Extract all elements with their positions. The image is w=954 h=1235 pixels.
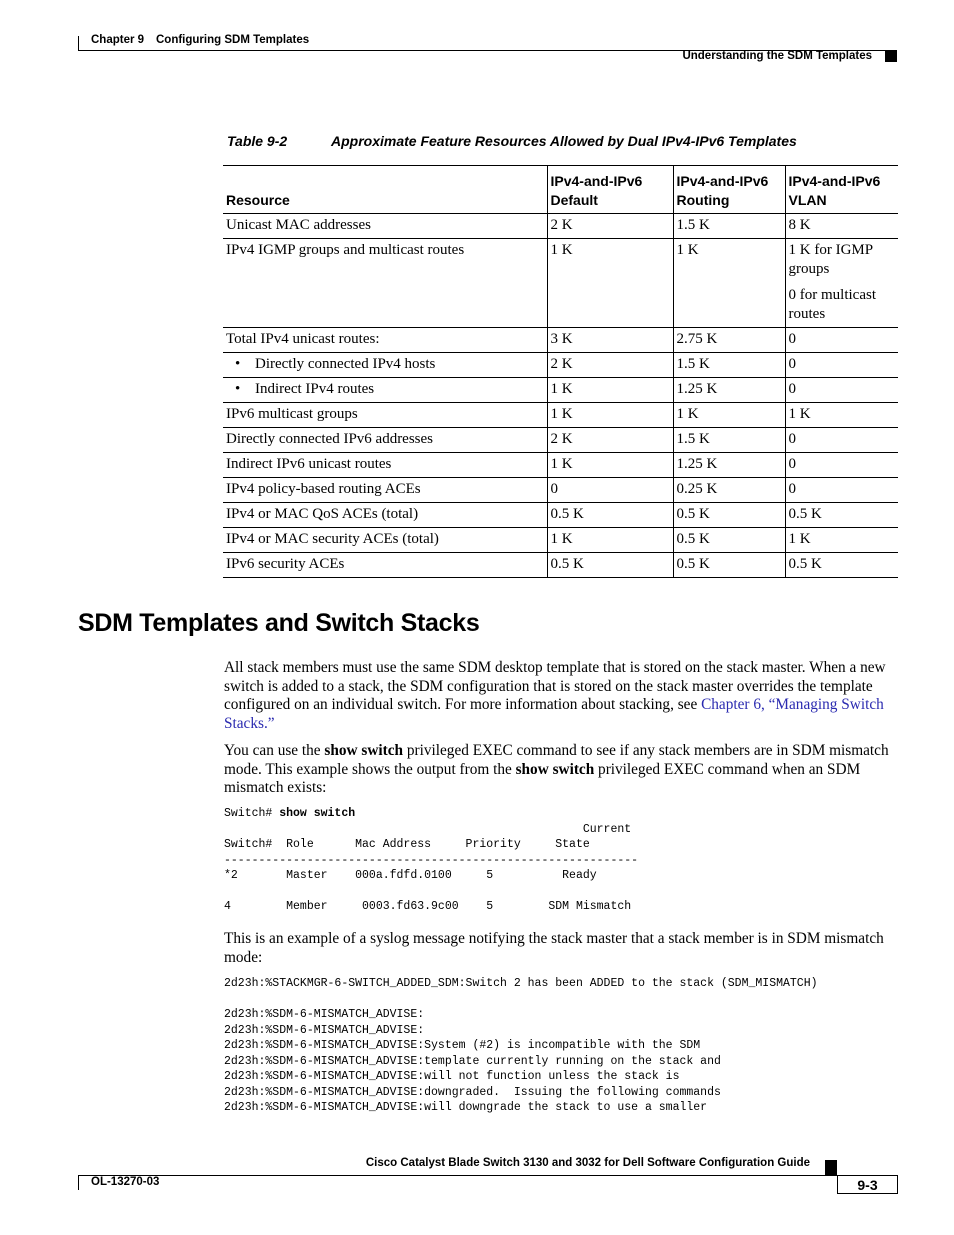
bullet-icon: • xyxy=(235,356,241,372)
footer-guide-title: Cisco Catalyst Blade Switch 3130 and 3032 for Dell Software Configuration Guide xyxy=(365,1157,810,1169)
table-row xyxy=(223,403,898,428)
footer-left-rule xyxy=(78,1175,79,1190)
table-caption-title: Approximate Feature Resources Allowed by Dual IPv4-IPv6 Templates xyxy=(331,133,797,149)
resource-cell: IPv4 or MAC QoS ACEs (total) xyxy=(223,503,547,528)
code-command: show switch xyxy=(279,807,356,820)
table-row xyxy=(223,239,898,328)
table-row xyxy=(223,503,898,528)
routing-value-cell: 0.25 K xyxy=(673,478,785,503)
column-header-routing: IPv4-and-IPv6 Routing xyxy=(673,166,785,214)
table-row xyxy=(223,378,898,403)
routing-value-cell: 1.25 K xyxy=(673,453,785,478)
syslog-example: 2d23h:%STACKMGR-6-SWITCH_ADDED_SDM:Switch 2 has been ADDED to the stack (SDM_MISMATCH) 2d23h:%SDM-6-MISMATCH_ADVISE: 2d23h:%SDM-6-MISMATCH_ADVISE: 2d23h:%SDM-6-MISMATCH_ADVISE:System (#2) is incompatible with the SDM 2d23h:%SDM-6-MISMATCH_ADVISE:template currently running on the stack and 2d23h:%SDM-6-MISMATCH_ADVISE:will not function unless the stack is 2d23h:%SDM-6-MISMATCH_ADVISE:downgraded. Issuing the following commands 2d23h:%SDM-6-MISMATCH_ADVISE:will downgrade the stack to use a smaller xyxy=(224,977,818,1114)
vlan-value-cell: 0.5 K xyxy=(785,503,898,528)
default-value-cell: 1 K xyxy=(547,239,673,328)
default-value-cell: 2 K xyxy=(547,353,673,378)
header-chapter: Chapter 9 xyxy=(91,34,145,46)
resource-cell: Total IPv4 unicast routes: xyxy=(223,328,547,353)
vlan-value-cell: 0 xyxy=(785,353,898,378)
vlan-value-cell: 1 K for IGMP groups 0 for multicast routes xyxy=(785,239,898,328)
vlan-value-cell: 0 xyxy=(785,478,898,503)
command-show-switch: show switch xyxy=(515,760,595,778)
default-value-cell: 0.5 K xyxy=(547,553,673,578)
table-caption-number: Table 9-2 xyxy=(227,133,288,149)
resource-cell: • Directly connected IPv4 hosts xyxy=(223,353,547,378)
code-prompt: Switch# xyxy=(224,807,280,820)
column-header-resource: Resource xyxy=(223,166,547,214)
bullet-icon: • xyxy=(235,381,241,397)
routing-value-cell: 1 K xyxy=(673,239,785,328)
header-marker-box xyxy=(885,50,897,62)
default-value-cell: 1 K xyxy=(547,453,673,478)
paragraph-text: All stack members must use the same SDM desktop template that is stored on the stack master. When a new switch is added to a stack, the SDM configuration that is stored on the stack master overrides the template configured on an individual switch. For more information about stacking, see xyxy=(224,659,886,714)
resource-cell: IPv6 security ACEs xyxy=(226,556,345,572)
footer-doc-number: OL-13270-03 xyxy=(91,1176,160,1188)
routing-value-cell: 1 K xyxy=(673,403,785,428)
vlan-value-cell: 8 K xyxy=(785,214,898,239)
command-show-switch: show switch xyxy=(324,742,404,759)
default-value-cell: 1 K xyxy=(547,528,673,553)
paragraph-stack-template xyxy=(224,659,900,733)
code-output: Current Switch# Role Mac Address Priority State ------------------------------------------------------------ *2 Master 000a.fdfd.0100 5 Ready 4 Member 0003.fd63.9c00 5 SDM Mismatch xyxy=(224,822,639,913)
feature-resources-table xyxy=(223,165,898,578)
table-row xyxy=(223,553,898,578)
vlan-value-cell: 0 xyxy=(785,453,898,478)
default-value-cell: 0.5 K xyxy=(547,503,673,528)
resource-cell: IPv4 IGMP groups and multicast routes xyxy=(223,239,547,328)
routing-value-cell: 1.5 K xyxy=(673,214,785,239)
resource-cell: IPv4 or MAC security ACEs (total) xyxy=(223,528,547,553)
column-header-default: IPv4-and-IPv6 Default xyxy=(547,166,673,214)
vlan-value-cell: 1 K xyxy=(785,403,898,428)
resource-cell: Unicast MAC addresses xyxy=(223,214,547,239)
table-row xyxy=(223,453,898,478)
routing-value-cell: 1.5 K xyxy=(673,353,785,378)
default-value-cell: 1 K xyxy=(547,378,673,403)
header-left-rule xyxy=(78,36,79,50)
column-header-vlan: IPv4-and-IPv6 VLAN xyxy=(785,166,898,214)
routing-value-cell: 0.5 K xyxy=(673,528,785,553)
table-row xyxy=(223,214,898,239)
routing-value-cell: 2.75 K xyxy=(673,328,785,353)
paragraph-show-switch: You can use the show switch privileged EXEC command to see if any stack members are in SDM mismatch mode. This example shows the output from the show switch privileged EXEC command when an SDM mismatch exists: xyxy=(224,742,889,797)
routing-value-cell: 1.5 K xyxy=(673,428,785,453)
default-value-cell: 2 K xyxy=(547,214,673,239)
resource-cell: IPv6 multicast groups xyxy=(223,403,547,428)
routing-value-cell: 1.25 K xyxy=(673,378,785,403)
page-number: 9-3 xyxy=(837,1175,898,1194)
section-heading: SDM Templates and Switch Stacks xyxy=(78,609,480,637)
footer-rule xyxy=(78,1175,838,1176)
resource-cell: Indirect IPv6 unicast routes xyxy=(223,453,547,478)
vlan-value-cell: 0 xyxy=(785,378,898,403)
default-value-cell: 1 K xyxy=(547,403,673,428)
table-header-row xyxy=(223,166,898,214)
footer-marker-box xyxy=(825,1160,837,1176)
resource-cell: Directly connected IPv6 addresses xyxy=(223,428,547,453)
show-switch-example xyxy=(224,806,638,915)
resource-cell: • Indirect IPv4 routes xyxy=(223,378,547,403)
paragraph-syslog-example: This is an example of a syslog message notifying the stack master that a stack member is in SDM mismatch mode: xyxy=(224,930,884,966)
table-row xyxy=(223,528,898,553)
chapter-6-link[interactable]: Chapter 6, “Managing Switch Stacks.” xyxy=(224,696,884,732)
table-row xyxy=(223,328,898,353)
table-row xyxy=(223,428,898,453)
resource-cell: IPv4 policy-based routing ACEs xyxy=(223,478,547,503)
default-value-cell: 2 K xyxy=(547,428,673,453)
default-value-cell: 3 K xyxy=(547,328,673,353)
header-chapter-title: Configuring SDM Templates xyxy=(156,34,310,46)
vlan-value-cell: 0 xyxy=(785,428,898,453)
header-section-title: Understanding the SDM Templates xyxy=(682,50,872,62)
vlan-value-cell: 0 xyxy=(785,328,898,353)
vlan-value-cell: 1 K xyxy=(785,528,898,553)
table-row xyxy=(223,478,898,503)
vlan-value-cell: 0.5 K xyxy=(785,553,898,578)
default-value-cell: 0 xyxy=(547,478,673,503)
routing-value-cell: 0.5 K xyxy=(673,503,785,528)
table-row xyxy=(223,353,898,378)
routing-value-cell: 0.5 K xyxy=(673,553,785,578)
